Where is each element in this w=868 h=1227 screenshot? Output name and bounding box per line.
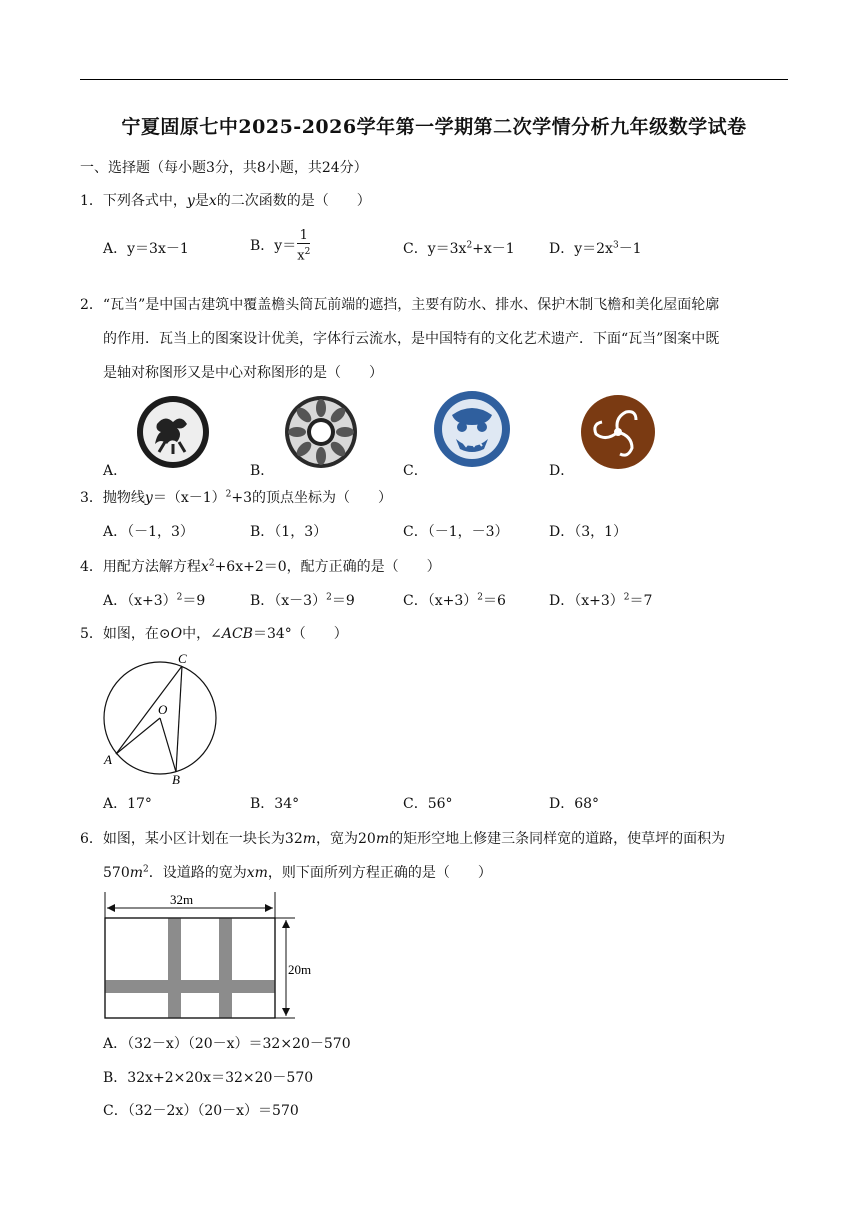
label-c: C <box>178 651 187 666</box>
segment-ob <box>160 718 176 772</box>
q6-option-b: B．32x+2×20x＝32×20－570 <box>103 1070 314 1086</box>
road-horizontal <box>105 980 275 993</box>
q6-option-c: C．（32－2x）（20－x）＝570 <box>103 1103 299 1119</box>
circle-diagram <box>100 648 220 786</box>
tile-d-image <box>579 393 657 471</box>
q3-option-b: B．（1，3） <box>250 524 328 540</box>
q4-option-d: D．$(x+3)^2=7$ <box>549 592 653 609</box>
q1-option-c: C．$y=3x^2+x-1$ <box>403 240 515 257</box>
q2-option-b: B． <box>250 463 275 479</box>
q4-option-a: A．$(x+3)^2=9$ <box>103 592 206 609</box>
q6-option-a: A．（32－x）（20－x）＝32×20－570 <box>103 1036 351 1052</box>
q3-option-c: C．（－1，－3） <box>403 524 509 540</box>
tile-a-image <box>135 394 211 470</box>
q1-option-d: D．$y=2x^3-1$ <box>549 240 642 257</box>
label-a: A <box>104 752 112 767</box>
question-6-line-2: $570m^2$．设道路的宽为xm，则下面所列方程正确的是（ ） <box>103 864 492 881</box>
section-heading: 一、选择题（每小题3分，共8小题，共24分） <box>80 160 368 176</box>
plot-rectangle <box>105 918 275 1018</box>
q3-option-d: D．（3，1） <box>549 524 628 540</box>
q3-option-a: A．（－1，3） <box>103 524 194 540</box>
fraction: $\frac{1}{x^2}$ <box>297 228 311 264</box>
question-6-line-1: 6．如图，某小区计划在一块长为32m，宽为20m的矩形空地上修建三条同样宽的道路，使草坪的面积为 <box>80 831 726 847</box>
rectangle-road-diagram <box>100 888 325 1023</box>
question-4-stem: 4．用配方法解方程$x^2+6x+2=0$，配方正确的是（ ） <box>80 558 441 575</box>
question-2-line-1: 2．“瓦当”是中国古建筑中覆盖檐头筒瓦前端的遮挡，主要有防水、排水、保护木制飞檐和美化屋面轮廓 <box>80 297 720 313</box>
q4-option-c: C．$(x+3)^2=6$ <box>403 592 506 609</box>
label-b: B <box>172 772 180 786</box>
width-label: 20m <box>288 962 312 977</box>
segment-cb <box>176 666 182 772</box>
question-2-line-2: 的作用．瓦当上的图案设计优美，字体行云流水，是中国特有的文化艺术遗产．下面“瓦当”图案中既 <box>103 331 720 347</box>
exam-title: 宁夏固原七中2025-2026学年第一学期第二次学情分析九年级数学试卷 <box>121 116 747 138</box>
question-5-stem: 5．如图，在⊙O中，∠ACB＝34°（ ） <box>80 626 348 642</box>
q5-option-b: B．34° <box>250 796 300 812</box>
segment-ca <box>116 666 182 754</box>
road-vertical-1 <box>168 918 181 1018</box>
q5-option-a: A．17° <box>103 796 152 812</box>
length-label: 32m <box>170 892 194 907</box>
q5-option-c: C．56° <box>403 796 453 812</box>
segment-oa <box>116 718 160 754</box>
q4-option-b: B．$(x-3)^2=9$ <box>250 592 355 609</box>
question-3-stem: 3．抛物线$y=(x-1)^2+3$的顶点坐标为（ ） <box>80 489 393 506</box>
q2-option-c: C． <box>403 463 428 479</box>
header-rule <box>80 79 788 80</box>
tile-c-image <box>432 389 512 469</box>
label-o: O <box>158 702 168 717</box>
question-1-stem: 1．下列各式中，y是x的二次函数的是（ ） <box>80 193 371 209</box>
q1-option-b: B．y＝ $\frac{1}{x^2}$ <box>250 228 311 264</box>
q5-option-d: D．68° <box>549 796 600 812</box>
q2-option-a: A． <box>103 463 128 479</box>
tile-b-image <box>283 394 359 470</box>
q1-option-a: A．y＝3x－1 <box>103 241 189 257</box>
road-vertical-2 <box>219 918 232 1018</box>
q2-option-d: D． <box>549 463 575 479</box>
question-2-line-3: 是轴对称图形又是中心对称图形的是（ ） <box>103 365 383 381</box>
